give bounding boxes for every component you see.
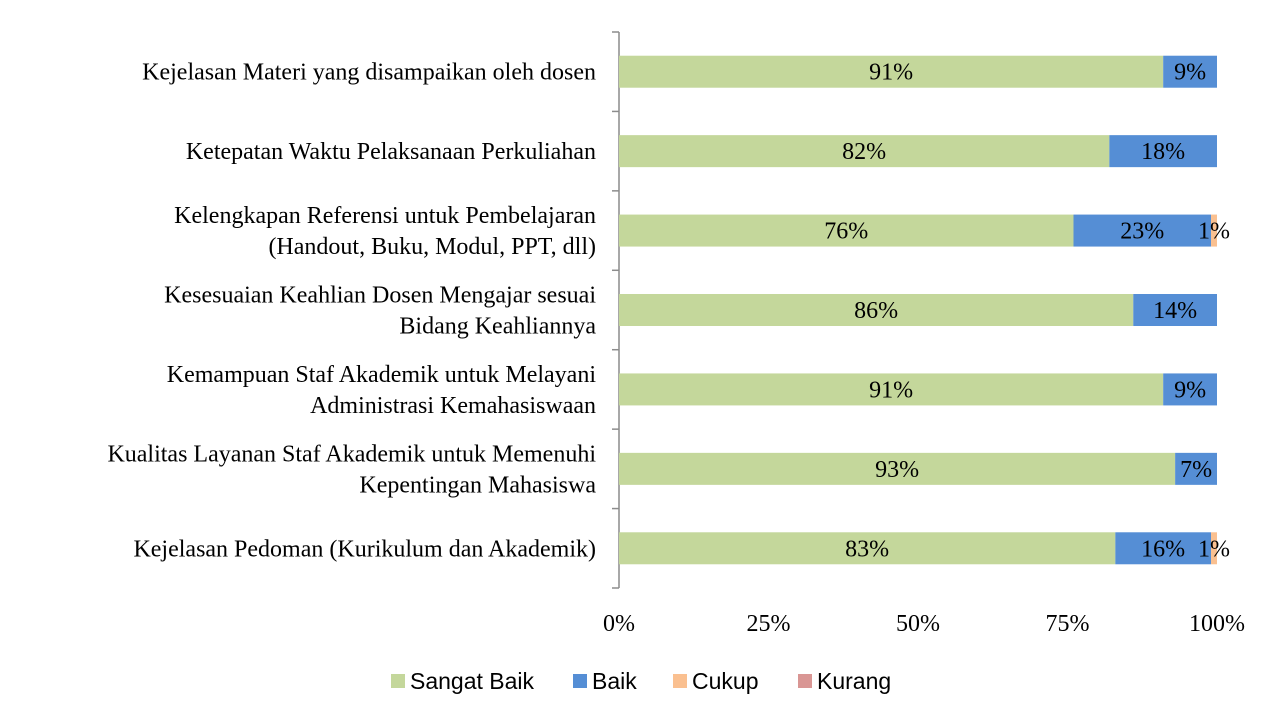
data-label: 16%	[1141, 536, 1186, 563]
x-tick-label: 100%	[1189, 611, 1245, 637]
data-label: 93%	[875, 456, 920, 483]
data-label: 9%	[1174, 377, 1207, 404]
category-label: Kemampuan Staf Akademik untuk Melayani	[166, 361, 596, 388]
legend-label-cukup: Cukup	[692, 668, 759, 694]
x-tick-label: 75%	[1045, 611, 1090, 637]
category-label: (Handout, Buku, Modul, PPT, dll)	[268, 234, 596, 261]
x-tick-label: 50%	[896, 611, 940, 637]
legend-label-sangat-baik: Sangat Baik	[410, 668, 535, 694]
category-label: Administrasi Kemahasiswaan	[310, 392, 596, 419]
data-label: 91%	[869, 377, 914, 404]
x-tick-label: 0%	[603, 611, 635, 637]
category-label: Kualitas Layanan Staf Akademik untuk Memenuhi	[107, 441, 596, 468]
data-label: 76%	[824, 218, 869, 245]
legend-swatch-baik	[573, 674, 587, 688]
data-label: 82%	[842, 139, 887, 166]
legend-label-kurang: Kurang	[817, 668, 892, 694]
legend-swatch-cukup	[673, 674, 687, 688]
data-label: 23%	[1120, 218, 1165, 245]
data-label: 86%	[854, 298, 899, 324]
data-label: 1%	[1198, 536, 1231, 563]
data-label: 83%	[845, 536, 890, 563]
category-label: Kejelasan Pedoman (Kurikulum dan Akademik)	[133, 536, 596, 563]
category-label: Bidang Keahliannya	[399, 313, 596, 340]
data-label: 1%	[1198, 218, 1231, 245]
category-label: Kejelasan Materi yang disampaikan oleh dosen	[142, 59, 596, 86]
data-label: 9%	[1174, 59, 1207, 86]
data-label: 7%	[1180, 456, 1213, 483]
category-label: Ketepatan Waktu Pelaksanaan Perkuliahan	[185, 139, 596, 166]
x-tick-label: 25%	[746, 611, 791, 637]
legend-swatch-sangat-baik	[391, 674, 405, 688]
data-label: 18%	[1141, 139, 1186, 166]
data-label: 14%	[1153, 298, 1198, 324]
data-label: 91%	[869, 59, 914, 86]
category-label: Kesesuaian Keahlian Dosen Mengajar sesuai	[164, 282, 596, 309]
category-label: Kepentingan Mahasiswa	[359, 472, 596, 499]
legend-swatch-kurang	[798, 674, 812, 688]
category-label: Kelengkapan Referensi untuk Pembelajaran	[174, 203, 596, 230]
legend-label-baik: Baik	[592, 668, 637, 694]
